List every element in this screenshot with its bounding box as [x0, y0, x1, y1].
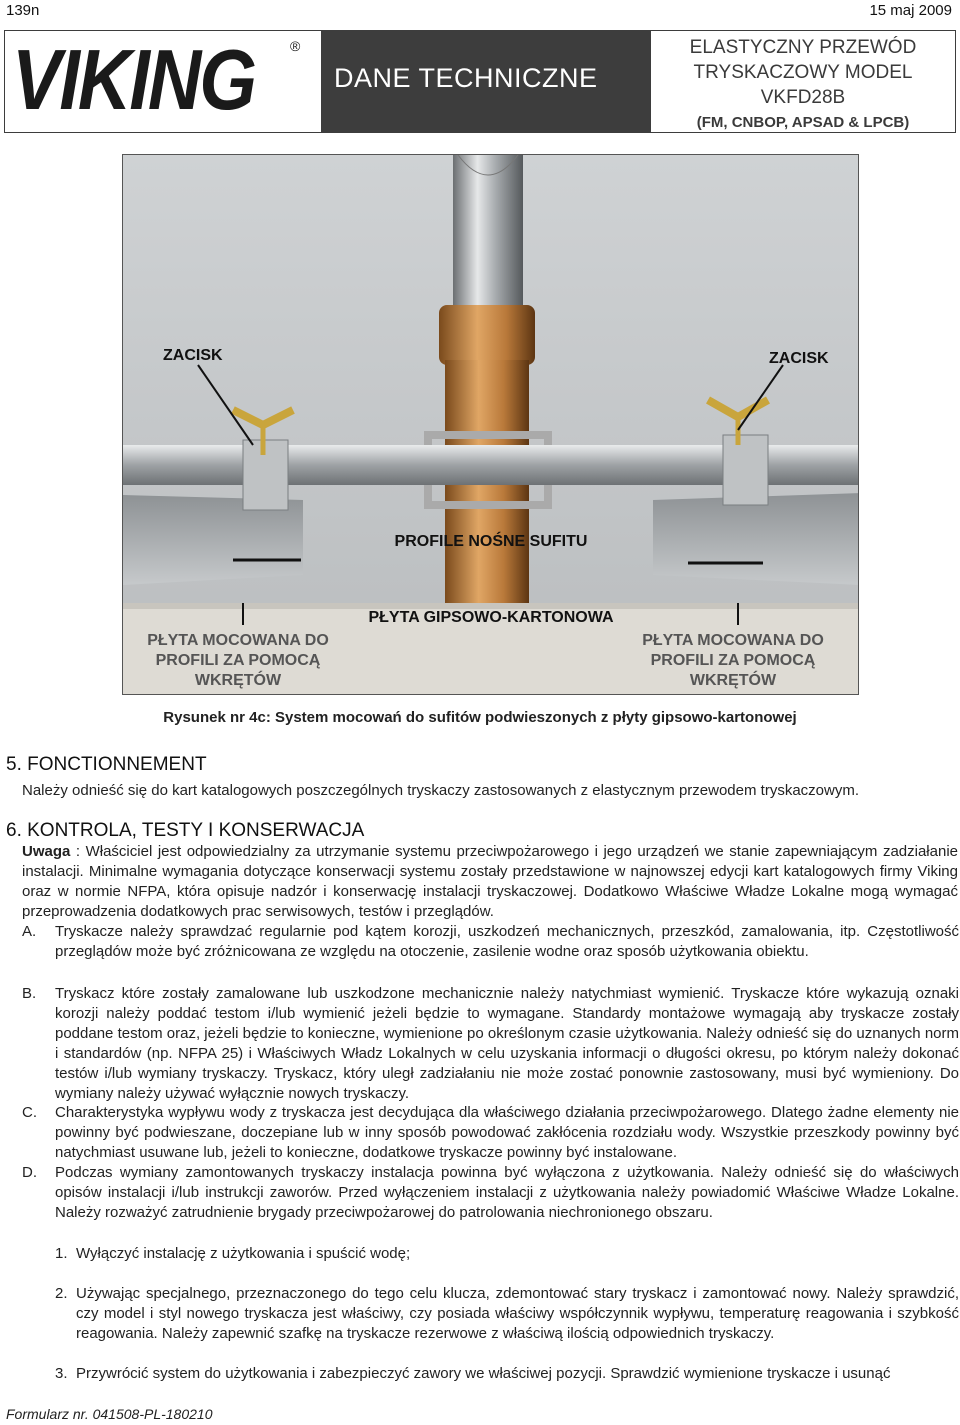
- step-3-text: Przywrócić system do użytkowania i zabezpieczyć zawory we właściwej pozycji. Sprawdzić wymienione tryskacze i usunąć: [76, 1365, 891, 1382]
- label-board-fixed-right: [613, 631, 853, 691]
- item-letter: C.: [22, 1104, 37, 1121]
- step-number: 3.: [55, 1365, 68, 1382]
- step-number: 2.: [55, 1285, 68, 1302]
- step-number: 1.: [55, 1245, 68, 1262]
- product-title-line: VKFD28B: [760, 87, 846, 108]
- step-1-text: Wyłączyć instalację z użytkowania i spuścić wodę;: [76, 1245, 411, 1262]
- label-ceiling-profiles: PROFILE NOŚNE SUFITU: [394, 533, 588, 550]
- label-line: PROFILI ZA POMOCĄ: [155, 652, 321, 669]
- label-line: PŁYTA MOCOWANA DO: [642, 632, 824, 649]
- label-line: PŁYTA MOCOWANA DO: [147, 632, 329, 649]
- installation-photo: [122, 154, 859, 695]
- item-d-text: Podczas wymiany zamontowanych tryskaczy instalacja powinna być wyłączona z użytkowania. Należy odnieść się do właściwych opisów instalacji i/lub instrukcji zaworów. Przed wyłączeniem instalacji z użytkowania należy powiadomić Właściwe Władze Lokalne. Należy rozważyć zatrudnienie brygady przeciwpożarowej do patrolowania niechronionego obszaru.: [55, 1164, 959, 1221]
- label-line: WKRĘTÓW: [194, 672, 282, 689]
- figure-caption: Rysunek nr 4c: System mocowań do sufitów podwieszonych z płyty gipsowo-kartonowej: [163, 709, 797, 726]
- label-clamp-right: ZACISK: [769, 350, 829, 367]
- note-text: : Właściciel jest odpowiedzialny za utrzymanie systemu przeciwpożarowego i jego urządzeń we stanie zapewniającym zadziałanie instalacji. Minimalne wymagania dotyczące konserwacji systemu zostały przedstawione w najnowszej edycji kart katalogowych firmy Viking oraz w normie NFPA, która opisuje nadzór i konserwację instalacji tryskaczowej. Dodatkowo Właściwe Władze Lokalne mogą wymagać przeprowadzenia dodatkowych prac serwisowych, testów i przeglądów.: [22, 843, 958, 920]
- section-6-note: [22, 842, 958, 922]
- section-6-heading: 6. KONTROLA, TESTY I KONSERWACJA: [6, 820, 365, 841]
- label-clamp-left: ZACISK: [163, 347, 223, 364]
- item-c-text: Charakterystyka wypływu wody z tryskacza jest decydująca dla właściwego działania przeciwpożarowego. Dlatego żadne elementy nie powinny być podwieszane, doczepiane lub w inny sposób powodować zakłócenia rozdziału wody. Wszystkie przeszkody powinny być natychmiast usuwane lub, jeżeli to konieczne, dodatkowe tryskacze powinny być instalowane.: [55, 1104, 959, 1161]
- item-letter: A.: [22, 923, 37, 940]
- item-letter: B.: [22, 985, 37, 1002]
- label-board-fixed-left: [123, 631, 353, 691]
- logo: VIKING: [12, 31, 255, 128]
- product-title-line: ELASTYCZNY PRZEWÓD: [689, 37, 917, 58]
- approvals: (FM, CNBOP, APSAD & LPCB): [696, 114, 910, 131]
- note-label: Uwaga: [22, 843, 71, 860]
- product-title-line: TRYSKACZOWY MODEL: [693, 62, 913, 83]
- page-title: DANE TECHNICZNE: [334, 63, 598, 93]
- label-line: PROFILI ZA POMOCĄ: [650, 652, 816, 669]
- product-title: [650, 30, 956, 133]
- step-2-text: Używając specjalnego, przeznaczonego do tego celu klucza, zdemontować stary tryskacz i zamontować nowy. Należy sprawdzić, czy model i styl nowego tryskacza jest właściwy, czy posiada właściwy współczynnik wypływu, temperaturę reagowania i szybkość reagowania. Należy zapewnić szafkę na tryskacze rezerwowe z właściwą ilością odpowiednich tryskaczy.: [76, 1285, 959, 1342]
- registered-mark: ®: [290, 38, 301, 54]
- form-number: Formularz nr. 041508-PL-180210: [6, 1406, 213, 1422]
- page-number: 139n: [6, 2, 40, 19]
- item-a-text: Tryskacze należy sprawdzać regularnie pod kątem korozji, uszkodzeń mechanicznych, przeszkód, zamalowania, itp. Częstotliwość przeglądów może być zróżnicowana ze względu na otoczenie, zasilenie wodne oraz sposób użytkowania obiektu.: [55, 923, 959, 960]
- section-5-text: Należy odnieść się do kart katalogowych poszczególnych tryskaczy zastosowanych z elastycznym przewodem tryskaczowym.: [22, 782, 859, 799]
- label-line: WKRĘTÓW: [689, 672, 777, 689]
- label-gypsum-board: PŁYTA GIPSOWO-KARTONOWA: [368, 609, 614, 626]
- item-letter: D.: [22, 1164, 37, 1181]
- date: 15 maj 2009: [869, 2, 952, 19]
- item-b-text: Tryskacz które zostały zamalowane lub uszkodzone mechanicznie należy natychmiast wymienić. Tryskacze które wykazują oznaki korozji należy poddać testom i/lub wymienić jeżeli będzie to wymagane. Standardy montażowe wymagają aby tryskacze zostały poddane testom oraz, jeżeli będzie to konieczne, wymienione po określonym czasie użytkowania. Należy odnieść się do uznanych norm i standardów (np. NFPA 25) i Właściwych Władz Lokalnych w celu uzyskania informacji o długości okresu, po którym należy dokonać testów i/lub wymiany tryskaczy. Tryskacz, który uległ zadziałaniu nie może zostać ponownie zastosowany, musi być wymieniony. Do wymiany należy używać wyłącznie nowych tryskaczy.: [55, 985, 959, 1102]
- section-5-heading: 5. FONCTIONNEMENT: [6, 754, 207, 775]
